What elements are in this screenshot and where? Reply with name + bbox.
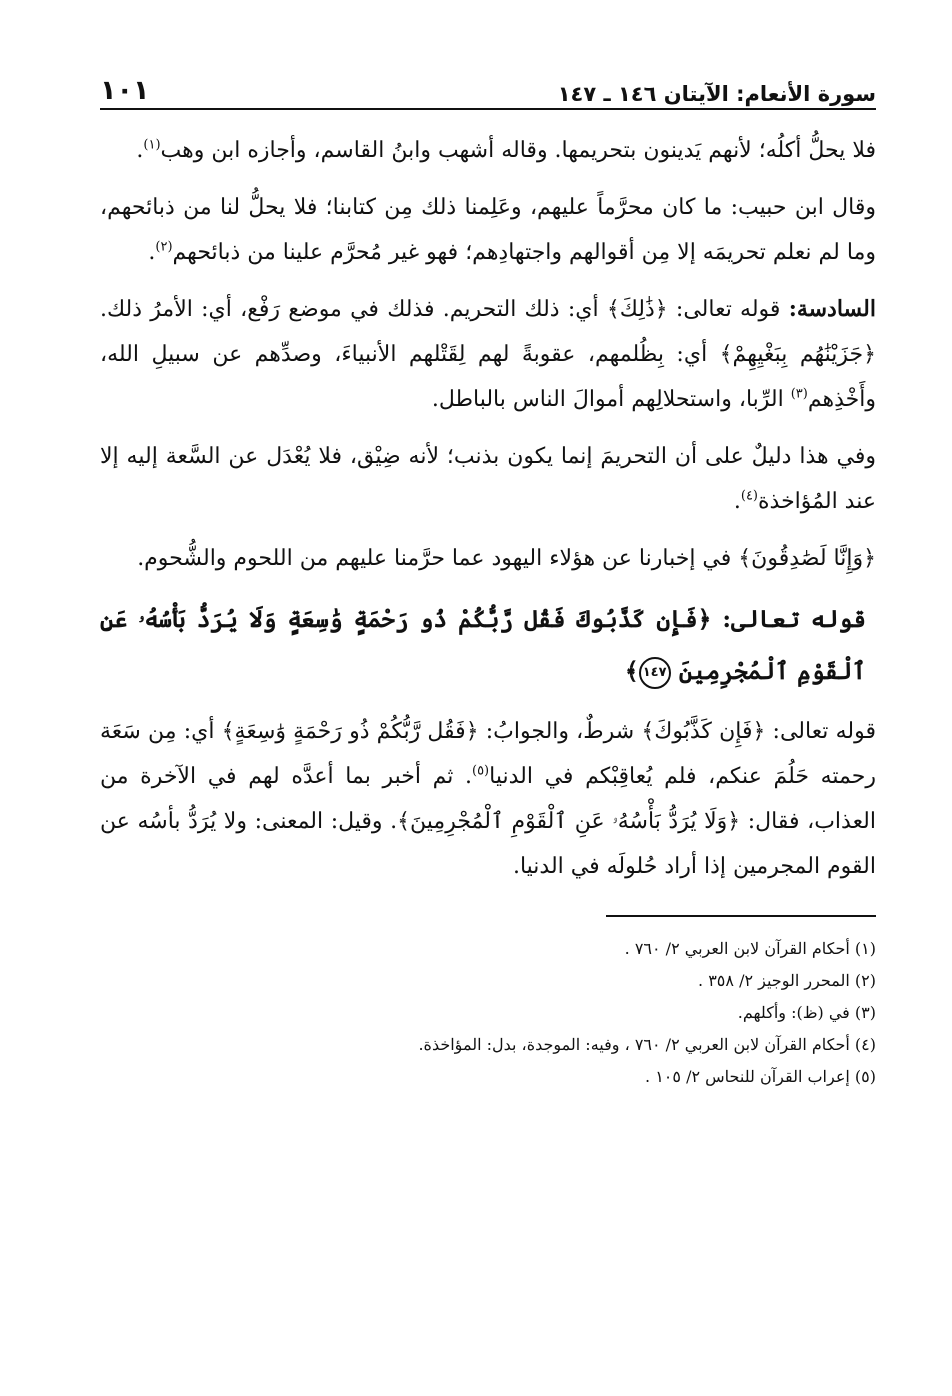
page-number: ١٠١ — [100, 75, 150, 106]
verse-text: ﴿فَإِن كَذَّبُوكَ فَقُل رَّبُّكُمْ ذُو رَحْمَةٍ وَٰسِعَةٍ وَلَا يُرَدُّ بَأْسُهُۥ عَنِ ٱلْقَوْمِ ٱلْمُجْرِمِينَ — [100, 605, 866, 685]
footnote-ref: (٢) — [155, 239, 173, 255]
footnote-2: (٢) المحرر الوجيز ٢/ ٣٥٨ . — [698, 971, 876, 990]
paragraph-3: السادسة: قوله تعالى: ﴿ذَٰلِكَ﴾ أي: ذلك التحريم. فذلك في موضع رَفْع، أي: الأمرُ ذلك. ﴿جَزَيْنَٰهُم بِبَغْيِهِمْ﴾ أي: بِظُلمهم، عقوبةً لهم لِقَتْلهم الأنبياءَ، وصدِّهم عن سبيلِ الله، وأَخْذِهم$^{(٣)}$ الرِّبا، واستحلالِهم أموالَ الناس بالباطل. — [100, 296, 876, 412]
main-text — [100, 128, 876, 889]
footnote-ref: (٥) — [471, 763, 490, 779]
footnotes — [100, 935, 876, 1091]
footnote-ref: (٤) — [740, 488, 758, 504]
quran-quote: ﴿وَإِنَّا لَصَٰدِقُونَ﴾ — [738, 546, 876, 571]
verse-heading: قوله تعالى: ﴿فَإِن كَذَّبُوكَ فَقُل رَّبُّكُمْ ذُو رَحْمَةٍ وَٰسِعَةٍ وَلَا يُرَدُّ بَأْسُهُۥ عَنِ ٱلْقَوْمِ ٱلْمُجْرِمِينَ ١٤٧﴾ — [100, 593, 876, 697]
paragraph-5: ﴿وَإِنَّا لَصَٰدِقُونَ﴾ في إخبارنا عن هؤلاء اليهود عما حرَّمنا عليهم من اللحوم والشُّحوم. — [137, 546, 876, 571]
footnote-ref: (١) — [143, 137, 161, 153]
quran-quote: ﴿فَقُل رَّبُّكُمْ ذُو رَحْمَةٍ وَٰسِعَةٍ﴾ — [221, 719, 479, 744]
paragraph-2: وقال ابن حبيب: ما كان محرَّماً عليهم، وعَلِمنا ذلك مِن كتابنا؛ فلا يحلُّ لنا من ذبائحهم، وما لم نعلم تحريمَه إلا مِن أقوالهم واجتهادِهم؛ فهو غير مُحرَّم علينا من ذبائحهم$^{(٢)}$. — [100, 195, 876, 265]
paragraph-1: فلا يحلُّ أكلُه؛ لأنهم يَدينون بتحريمها. وقاله أشهب وابنُ القاسم، وأجازه ابن وهب$^{(١)}$. — [136, 137, 876, 163]
running-header — [100, 62, 876, 106]
footnote-5: (٥) إعراب القرآن للنحاس ٢/ ١٠٥ . — [645, 1067, 876, 1086]
section-label: السادسة: — [788, 296, 876, 322]
paragraph-6: قوله تعالى: ﴿فَإِن كَذَّبُوكَ﴾ شرطٌ، والجوابُ: ﴿فَقُل رَّبُّكُمْ ذُو رَحْمَةٍ وَٰسِعَةٍ﴾ أي: مِن سَعَة رحمته حَلُمَ عنكم، فلم يُعاقِبْكم في الدنيا$^{(٥)}$. ثم أخبر بما أعدَّه لهم في الآخرة من العذاب، فقال: ﴿وَلَا يُرَدُّ بَأْسُهُۥ عَنِ ٱلْقَوْمِ ٱلْمُجْرِمِينَ﴾. وقيل: المعنى: ولا يُرَدُّ بأسُه عن القوم المجرمين إذا أراد حُلولَه في الدنيا. — [100, 719, 876, 879]
footnote-4: (٤) أحكام القرآن لابن العربي ٢/ ٧٦٠ ، وفيه: الموجدة، بدل: المؤاخذة. — [418, 1035, 876, 1054]
quran-quote: ﴿جَزَيْنَٰهُم بِبَغْيِهِمْ﴾ — [719, 342, 876, 367]
quran-quote: ﴿وَلَا يُرَدُّ بَأْسُهُۥ عَنِ ٱلْقَوْمِ ٱلْمُجْرِمِينَ﴾ — [397, 809, 741, 834]
paragraph-4: وفي هذا دليلٌ على أن التحريمَ إنما يكون بذنب؛ لأنه ضِيْق، فلا يُعْدَل عن السَّعة إليه إلا عند المُؤاخذة$^{(٤)}$. — [100, 444, 876, 514]
footnote-ref: (٣) — [790, 386, 808, 402]
footnote-1: (١) أحكام القرآن لابن العربي ٢/ ٧٦٠ . — [624, 939, 876, 958]
quran-quote: ﴿فَإِن كَذَّبُوكَ﴾ — [641, 719, 766, 744]
quran-quote: ﴿ذَٰلِكَ﴾ — [606, 297, 668, 322]
ayah-number-icon: ١٤٧ — [639, 657, 671, 689]
header-title: سورة الأنعام: الآيتان ١٤٦ ـ ١٤٧ — [557, 82, 876, 106]
header-rule — [100, 108, 876, 110]
footnote-3: (٣) في (ظ): وأكلهم. — [737, 1003, 876, 1022]
